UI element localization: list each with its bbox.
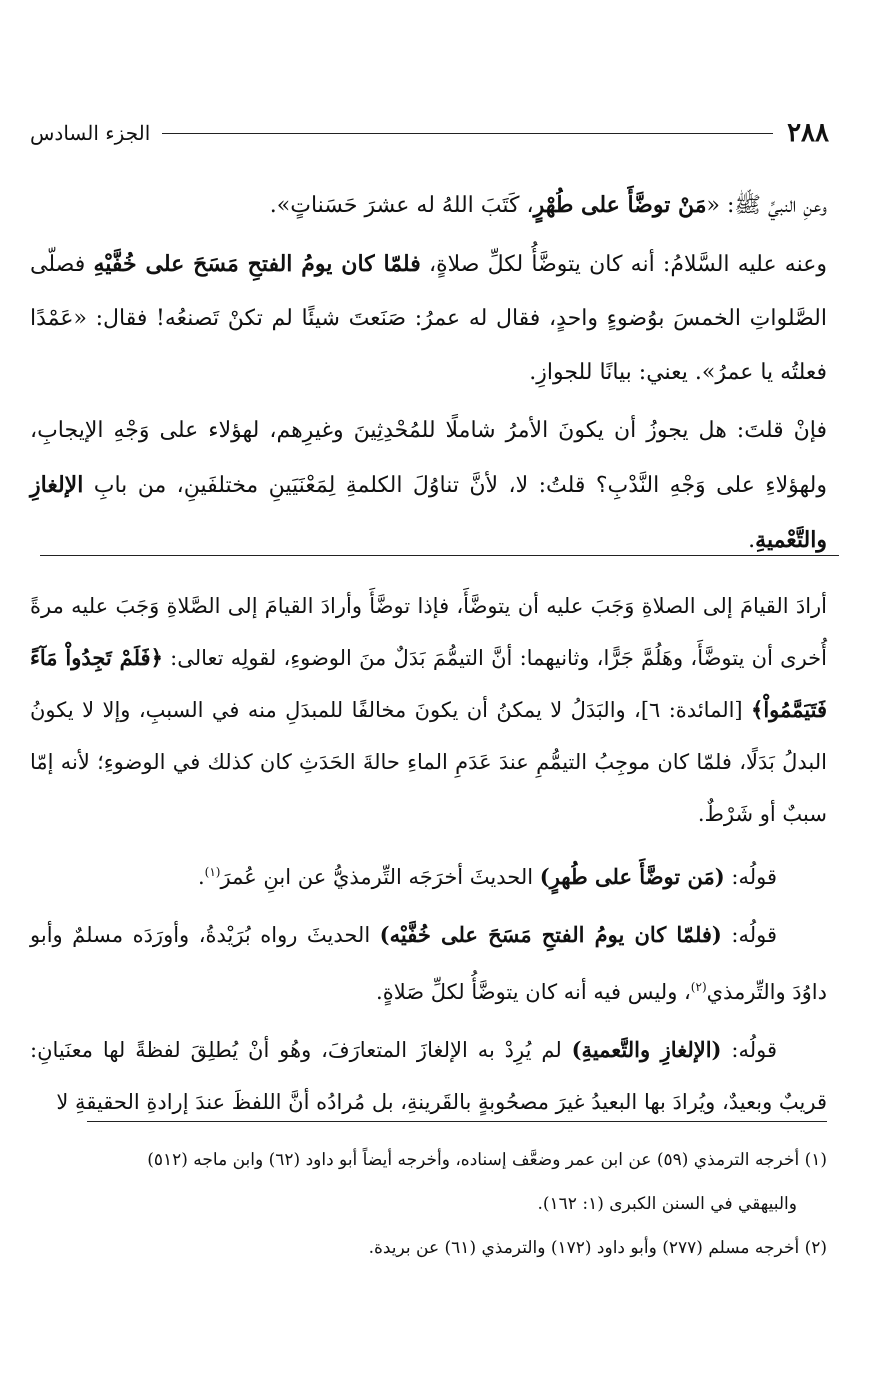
footnotes [30, 1138, 827, 1270]
footnote-ref[interactable]: (١) [204, 865, 221, 879]
commentary-paragraph: أرادَ القيامَ إلى الصلاةِ وَجَبَ عليه أن يتوضَّأَ، فإذا توضَّأَ وأرادَ القيامَ إلى الصَّلاةِ وَجَبَ عليه مرةً أُخرى أن يتوضَّأَ، وهَلُمَّ جَرًّا، وثانيهما: أنَّ التيمُّمَ بَدَلٌ منَ الوضوءِ، لقولِه تعالى: ﴿فَلَمْ تَجِدُواْ مَآءً فَتَيَمَّمُواْ﴾ [المائدة: ٦]، والبَدَلُ لا يمكنُ أن يكونَ مخالفًا للمبدَلِ منه في السببِ، وإلا لا يكونُ البدلُ بَدَلًا، فلمّا كان موجِبُ التيمُّمِ عندَ عَدَمِ الماءِ حالةَ الحَدَثِ كان كذلك في الوضوءِ؛ لأنه إمّا سببٌ أو شَرْطٌ. [30, 594, 828, 826]
page-number: ٢٨٨ [787, 118, 829, 148]
commentary-text [30, 580, 827, 1128]
main-paragraph: وعنِ النبيِّ ﷺ: «مَنْ توضَّأَ على طُهْرٍ، كَتَبَ اللهُ له عشرَ حَسَناتٍ». [269, 192, 827, 218]
running-title: الجزء السادس [30, 121, 151, 145]
main-text [30, 178, 827, 572]
footnote-2: (٢) أخرجه مسلم (٢٧٧) وأبو داود (١٧٢) والترمذي (٦١) عن بريدة. [368, 1238, 827, 1258]
header-rule [162, 133, 773, 134]
footnote-1-continued: والبيهقي في السنن الكبرى (١: ١٦٢). [537, 1194, 797, 1214]
main-paragraph: فإنْ قلتَ: هل يجوزُ أن يكونَ الأمرُ شاملًا للمُحْدِثِينَ وغيرِهم، لهؤلاء على وَجْهِ الإيجابِ، ولهؤلاءِ على وَجْهِ النَّدْبِ؟ قلتُ: لا، لأنَّ تناوُلَ الكلمةِ لِمَعْنَيَينِ مختلفَينِ، من بابِ الإلغازِ والتَّعْميةِ. [30, 418, 827, 553]
section-divider [40, 555, 839, 556]
footnote-ref[interactable]: (٢) [690, 980, 707, 994]
commentary-paragraph: قولُه: (الإلغازِ والتَّعميةِ) لم يُرِدْ به الإلغازَ المتعارَفَ، وهُو أنْ يُطلِقَ لفظةً لها معنَيانِ: قريبٌ وبعيدٌ، ويُرادَ بها البعيدُ غيرَ مصحُوبةٍ بالقَرينةِ، بل مُرادُه أنَّ اللفظَ عندَ إرادةِ الحقيقةِ لا [30, 1037, 827, 1114]
main-paragraph: وعنه عليه السَّلامُ: أنه كان يتوضَّأُ لكلِّ صلاةٍ، فلمّا كان يومُ الفتحِ مَسَحَ على خُفَّيْهِ فصلّى الصَّلواتِ الخمسَ بوُضوءٍ واحدٍ، فقال له عمرُ: صَنَعتَ شيئًا لم تكنْ تَصنعُه! فقال: «عَمْدًا فعلتُه يا عمرُ». يعني: بيانًا للجوازِ. [30, 251, 827, 385]
footnote-rule [87, 1121, 827, 1122]
page-header [30, 118, 829, 148]
footnote-1: (١) أخرجه الترمذي (٥٩) عن ابن عمر وضعَّف إسناده، وأخرجه أيضاً أبو داود (٦٢) وابن ماجه (٥١٢) [147, 1150, 827, 1170]
commentary-paragraph: قولُه: (مَن توضَّأَ على طُهرٍ) الحديثَ أخرَجَه التِّرمذيُّ عن ابنِ عُمرَ$^{(١)}$. [197, 864, 777, 889]
commentary-paragraph: قولُه: (فلمّا كان يومُ الفتحِ مَسَحَ على خُفَّيْه) الحديثَ رواه بُرَيْدةُ، وأورَدَه مسلمٌ وأبو داوُدَ والتِّرمذي$^{(٢)}$، وليس فيه أنه كان يتوضَّأُ لكلِّ صَلاةٍ. [30, 922, 827, 1004]
